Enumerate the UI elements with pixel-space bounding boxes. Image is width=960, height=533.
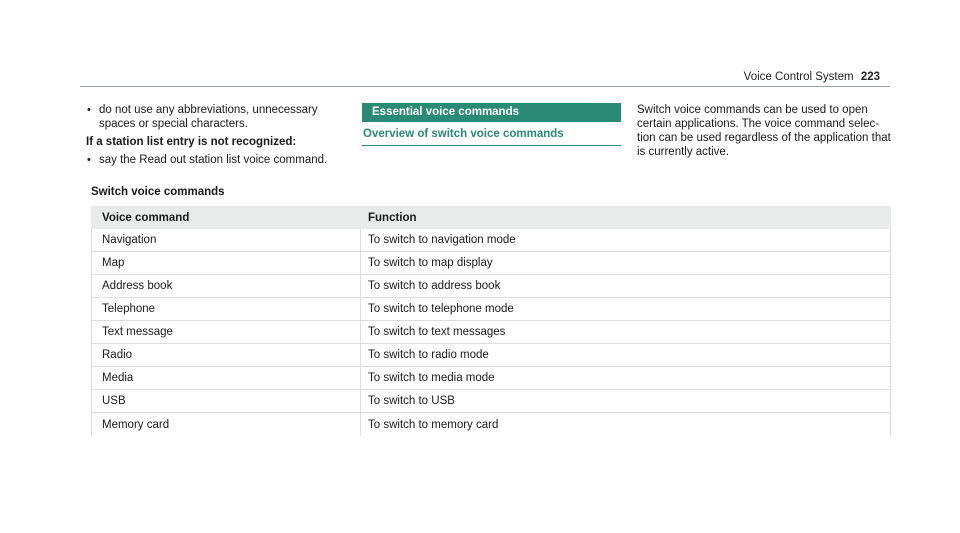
table-header-row [91, 206, 891, 229]
bullet-read-out-station-list: • say the Read out station list voice command. [86, 153, 356, 167]
table-row [92, 229, 891, 252]
cell-function: To switch to radio mode [361, 344, 891, 366]
cell-function: To switch to media mode [361, 367, 891, 389]
table-row [92, 367, 891, 390]
bullet-abbreviations: • do not use any abbreviations, unnecessary spaces or special characters. [86, 103, 356, 131]
table-row [92, 390, 891, 413]
table-row [92, 252, 891, 275]
table-row [92, 275, 891, 298]
cell-voice-command: Address book [92, 275, 361, 297]
header-voice-command: Voice command [102, 211, 190, 224]
section-title-bar: Essential voice commands [362, 103, 621, 122]
left-column [86, 103, 356, 171]
cell-voice-command: Text message [92, 321, 361, 343]
table-row [92, 321, 891, 344]
table-row [92, 413, 891, 436]
cell-voice-command: Radio [92, 344, 361, 366]
cell-voice-command: Memory card [92, 413, 361, 436]
right-column [637, 103, 892, 159]
cell-function: To switch to telephone mode [361, 298, 891, 320]
page-number: 223 [860, 71, 880, 83]
running-head-title: Voice Control System [743, 71, 854, 83]
intro-paragraph: Switch voice commands can be used to open certain applications. The voice command selec-tion can be used regardless of the application that is currently active. [637, 104, 891, 158]
header-function: Function [368, 211, 417, 224]
cell-voice-command: Media [92, 367, 361, 389]
table-row [92, 344, 891, 367]
table-row [92, 298, 891, 321]
middle-column [362, 103, 621, 146]
table-title: Switch voice commands [91, 186, 225, 198]
cell-function: To switch to navigation mode [361, 229, 891, 251]
section-subheading: Overview of switch voice commands [362, 128, 621, 146]
cell-function: To switch to USB [361, 390, 891, 412]
switch-commands-table [91, 206, 891, 436]
cell-voice-command: Map [92, 252, 361, 274]
table-body [91, 229, 891, 436]
cell-function: To switch to map display [361, 252, 891, 274]
cell-function: To switch to address book [361, 275, 891, 297]
cell-voice-command: Telephone [92, 298, 361, 320]
header-rule [80, 86, 890, 87]
cell-voice-command: USB [92, 390, 361, 412]
cell-voice-command: Navigation [92, 229, 361, 251]
running-head [744, 71, 880, 83]
not-recognized-heading: If a station list entry is not recognized: [86, 136, 297, 148]
cell-function: To switch to text messages [361, 321, 891, 343]
cell-function: To switch to memory card [361, 413, 891, 436]
